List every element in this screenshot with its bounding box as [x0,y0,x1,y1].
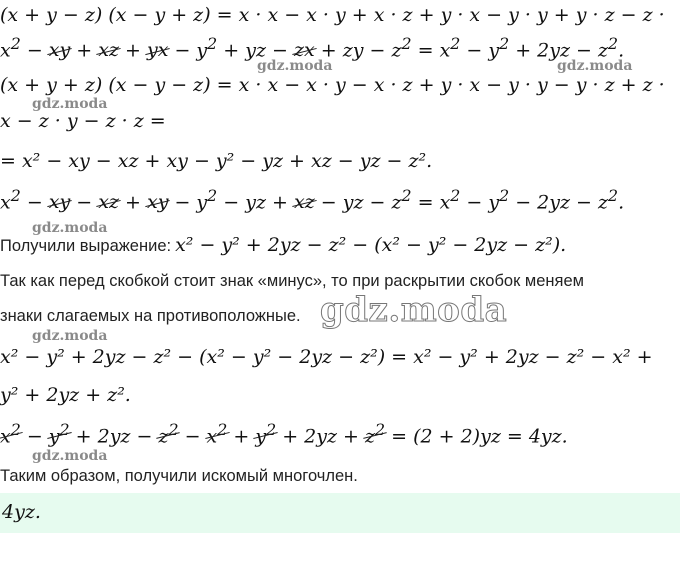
answer-text: 4yz. [2,501,41,523]
rule-text-1: Так как перед скобкой стоит знак «минус», то при раскрытии скобок меняем [0,272,585,290]
result-expression: x² − y² + 2yz − z² − (x² − y² − 2yz − z²). [175,234,567,256]
math-line-5: = x² − xy − xz + xy − y² − yz + xz − yz − z². [0,150,433,172]
watermark-large: gdz.moda [320,290,508,330]
math-line-3: (x + y + z) (x − y − z) = x · x − x · y − x · z + y · x − y · y − y · z + z · [0,74,665,96]
answer-box [0,493,680,533]
math-line-8: y² + 2yz + z². [0,384,131,406]
watermark: gdz.moda [32,328,108,344]
math-line-7: x² − y² + 2yz − z² − (x² − y² − 2yz − z²) = x² − y² + 2yz − z² − x² + [0,346,653,368]
watermark: gdz.moda [32,96,108,112]
conclusion-text: Таким образом, получили искомый многочлен. [0,467,358,485]
watermark: gdz.moda [32,448,108,464]
result-label: Получили выражение: [0,237,172,255]
rule-text-2: знаки слагаемых на противоположные. [0,307,301,325]
watermark: gdz.moda [557,58,633,74]
watermark: gdz.moda [32,220,108,236]
math-line-1: (x + y − z) (x − y + z) = x · x − x · y + x · z + y · x − y · y + y · z − z · [0,4,665,26]
math-line-9: $x^2 - y^2 + 2yz - z^2 - x^2 + y^2 + 2yz + z^2 = (2 + 2)yz = 4yz$. [0,420,568,448]
math-line-4: x − z · y − z · z = [0,110,166,132]
math-line-6: $x^2$ − xy − xz + xy − $y^2$ − yz + xz − yz − $z^2 = x^2 - y^2 - 2yz - z^2$. [0,186,625,214]
result-line [0,234,566,256]
watermark: gdz.moda [257,58,333,74]
math-line-2: $x^2$ − xy + xz + yx − $y^2$ + yz − zx + zy − $z^2 = x^2 - y^2 + 2yz - z^2$. [0,34,625,62]
